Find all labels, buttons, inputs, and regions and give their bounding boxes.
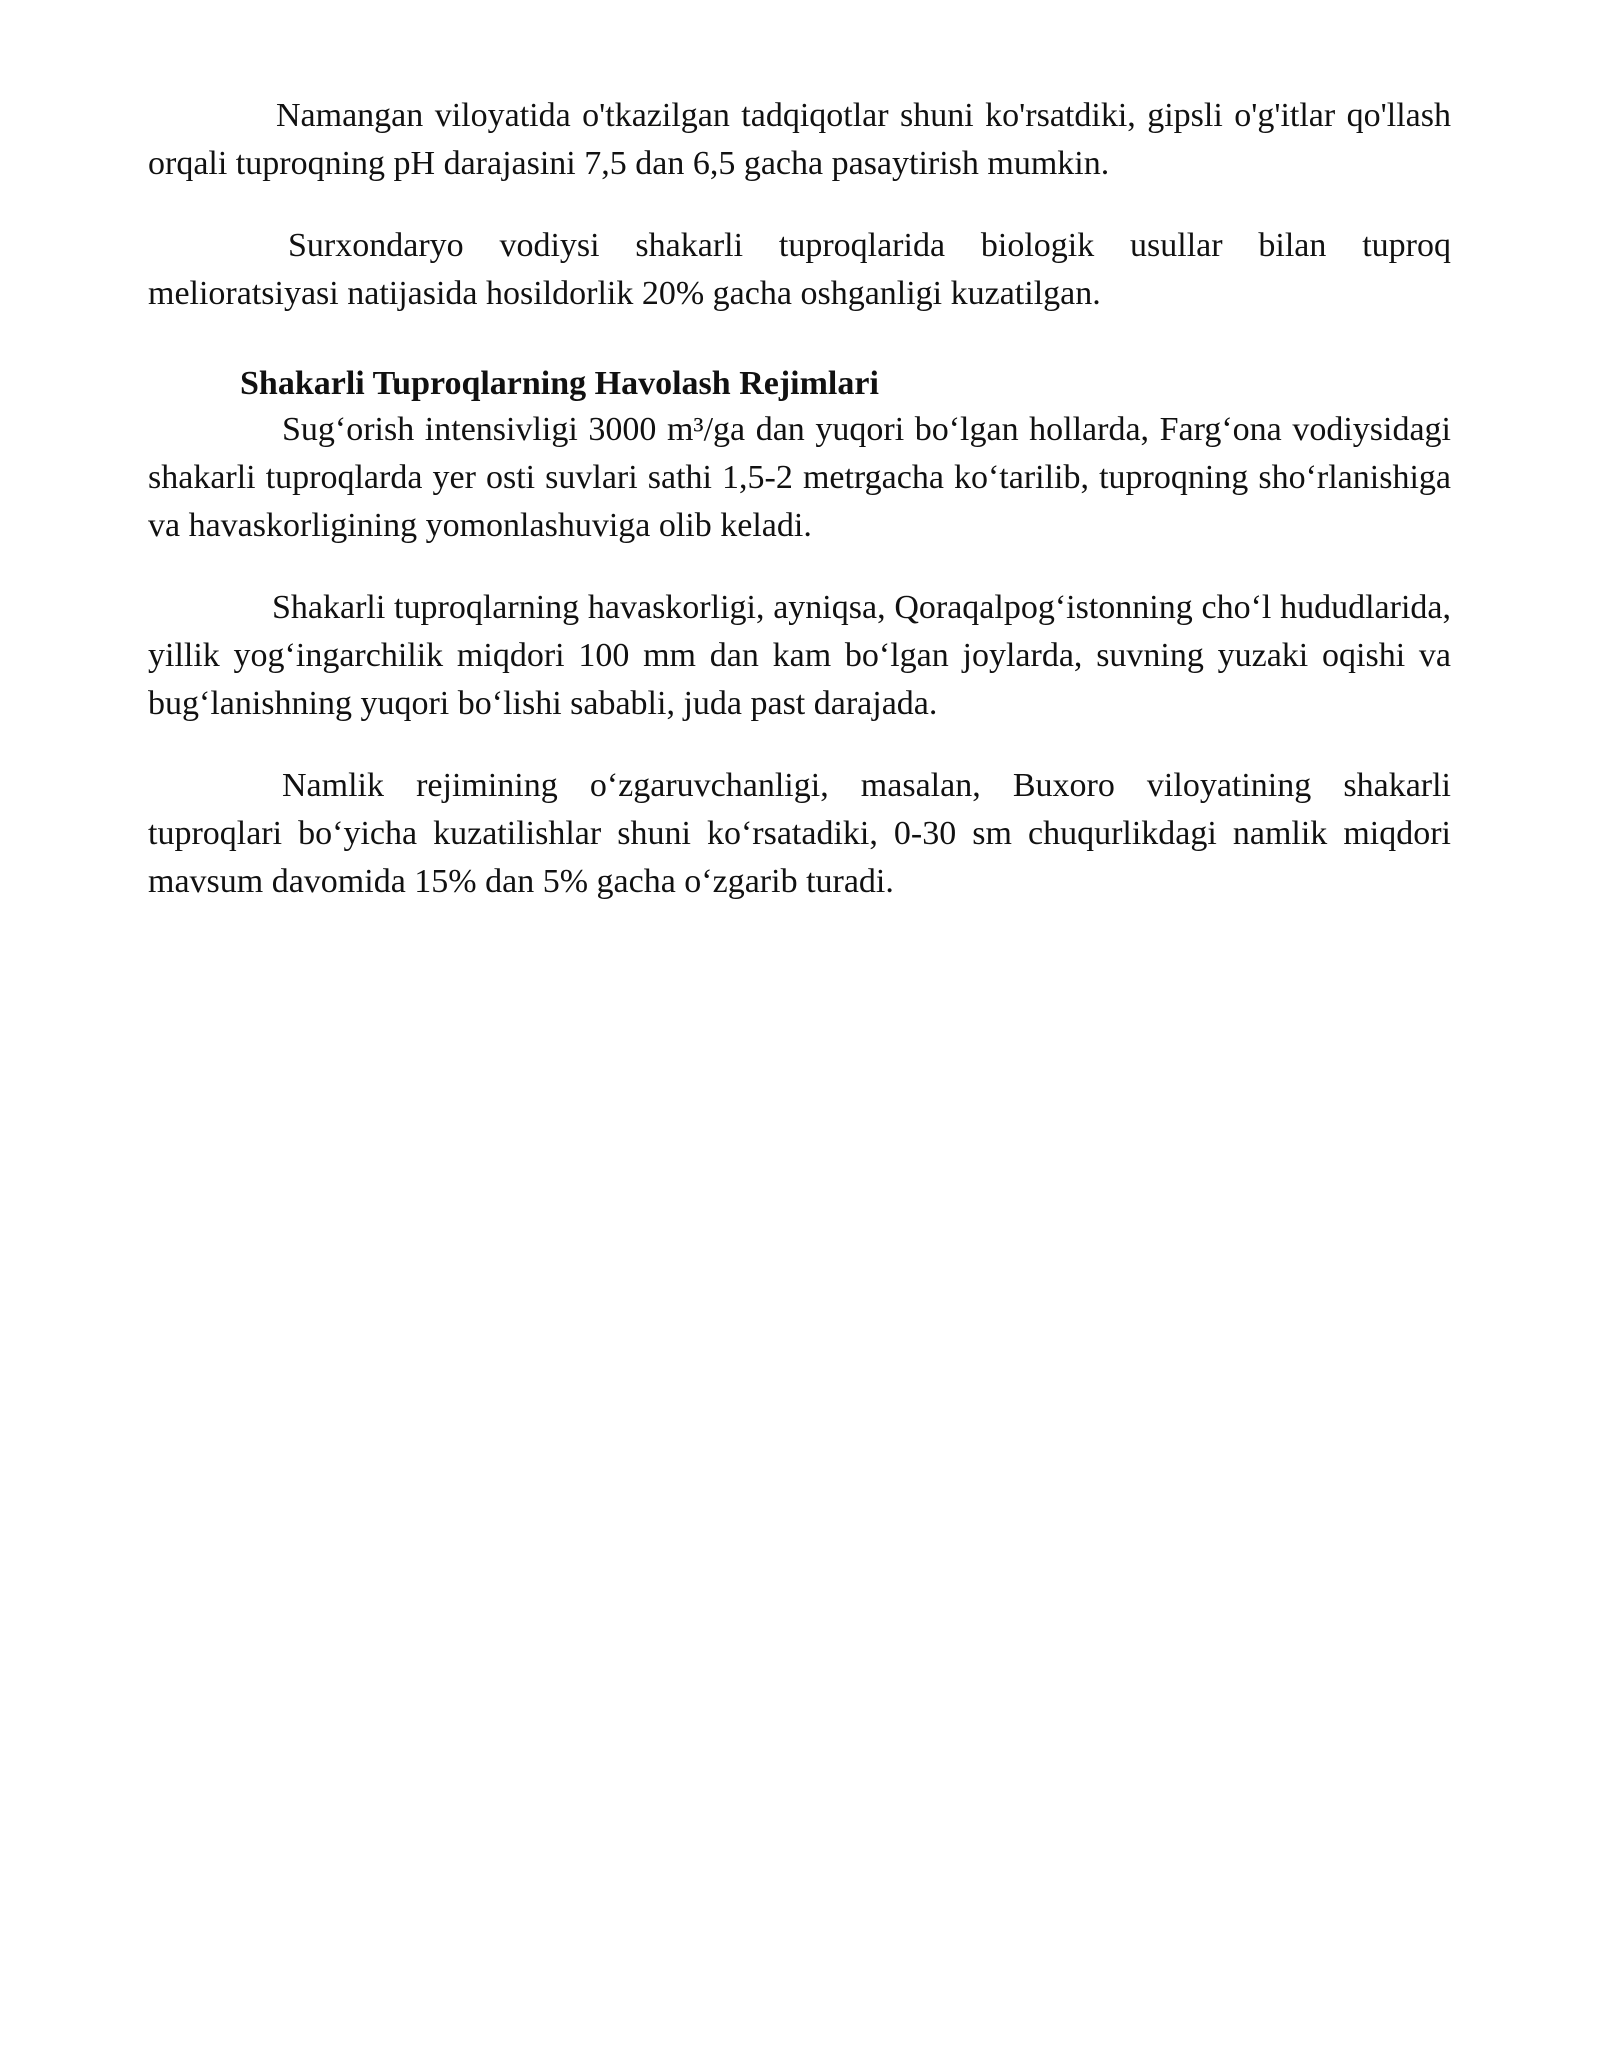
paragraph-spacer: [148, 550, 1451, 584]
paragraph-namangan: Namangan viloyatida o'tkazilgan tadqiqotlar shuni ko'rsatdiki, gipsli o'g'itlar qo'llash orqali tuproqning pH darajasini 7,5 dan 6,5 gacha pasaytirish mumkin.: [148, 97, 1451, 182]
section-heading: Shakarli Tuproqlarning Havolash Rejimlari: [240, 365, 879, 402]
paragraph-spacer: [148, 318, 1451, 362]
paragraph-spacer: [148, 188, 1451, 222]
paragraph-spacer: [148, 728, 1451, 762]
paragraph-namlik: Namlik rejimining o‘zgaruvchanligi, masalan, Buxoro viloyatining shakarli tuproqlari bo‘yicha kuzatilishlar shuni ko‘rsatadiki, 0-30 sm chuqurlikdagi namlik miqdori mavsum davomida 15% dan 5% gacha o‘zgarib turadi.: [148, 767, 1451, 900]
document-body: [148, 92, 1451, 906]
paragraph-havaskorligi: Shakarli tuproqlarning havaskorligi, ayniqsa, Qoraqalpog‘istonning cho‘l hududlarida, yillik yog‘ingarchilik miqdori 100 mm dan kam bo‘lgan joylarda, suvning yuzaki oqishi va bug‘lanishning yuqori bo‘lishi sababli, juda past darajada.: [148, 589, 1451, 722]
paragraph-surxondaryo: Surxondaryo vodiysi shakarli tuproqlarida biologik usullar bilan tuproq melioratsiyasi natijasida hosildorlik 20% gacha oshganligi kuzatilgan.: [148, 227, 1451, 312]
paragraph-sugorish: Sug‘orish intensivligi 3000 m³/ga dan yuqori bo‘lgan hollarda, Farg‘ona vodiysidagi shakarli tuproqlarda yer osti suvlari sathi 1,5-2 metrgacha ko‘tarilib, tuproqning sho‘rlanishiga va havaskorligining yomonlashuviga olib keladi.: [148, 411, 1451, 544]
